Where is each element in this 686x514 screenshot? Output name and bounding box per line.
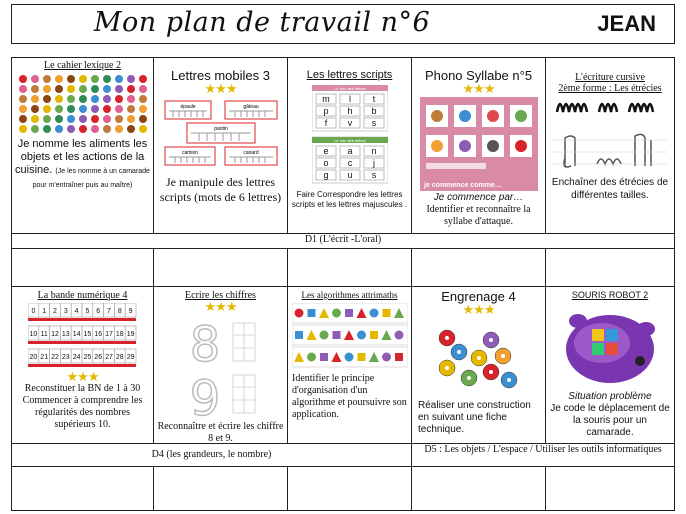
number-band-image [28,303,138,371]
food-picture-icon [67,85,75,93]
number-label: 6 [95,308,100,315]
pattern-shape [382,309,390,317]
number-label: 0 [30,308,35,315]
pattern-shape [344,353,353,362]
activity-subtitle: Je commence par… [433,192,524,203]
number-label: 25 [83,354,91,361]
empty-cell [412,249,546,287]
food-picture-icon [43,125,51,133]
food-picture-icon [115,75,123,83]
food-pictures-image [17,73,149,135]
domain-label: D5 : Les objets / L'espace / Utiliser les outils informatiques [424,444,662,455]
food-picture-icon [139,75,147,83]
activity-phono-syllabe [412,58,546,234]
activity-description: Faire Correspondre les lettres scripts et les lettres majuscules . [291,190,408,209]
gear-hole [477,356,481,360]
work-plan-grid [11,57,675,511]
empty-cell [412,467,546,510]
gear-hole [467,376,471,380]
food-picture-icon [103,105,111,113]
number-label: 24 [72,354,80,361]
activity-subtitle: Situation problème [568,391,652,402]
activity-algorithmes [288,287,412,444]
food-picture-icon [139,95,147,103]
empty-cell [12,249,154,287]
activity-description: Je code le déplacement de la souris pour un camarade. [550,403,670,438]
food-picture-icon [67,95,75,103]
food-picture-icon [43,95,51,103]
word-label: canard [242,150,259,156]
rating-stars: ★★★ [462,302,495,317]
pattern-shape [369,309,378,318]
food-picture-icon [115,105,123,113]
food-picture-icon [67,105,75,113]
number-label: 2 [52,308,57,315]
empty-cell [546,467,674,510]
domain-band-d5 [412,444,674,467]
activity-title: Le cahier lexique 2 [44,60,121,71]
food-picture-icon [55,125,63,133]
letter-label: g [322,170,329,180]
activity-ecriture-cursive [546,58,674,234]
pattern-shape [394,331,403,340]
food-picture-icon [115,115,123,123]
domain-label: D1 (L'écrit -L'oral) [304,234,382,245]
activity-cahier-lexique [12,58,154,234]
activity-title: Phono Syllabe n°5 [424,68,533,83]
activity-title: Engrenage 4 [441,289,516,304]
letter-label: h [346,106,353,116]
activity-description: Identifier et reconnaître la syllabe d'attaque. [426,204,531,227]
pattern-shape [332,309,341,318]
number-label: 9 [128,308,133,315]
activity-description: Réaliser une construction en suivant une fiche technique. [418,400,531,435]
pattern-shape [382,353,391,362]
digit-tracing-image [181,315,261,419]
activity-description: Reconnaître et écrire les chiffre 8 et 9. [157,421,284,444]
food-picture-icon [55,115,63,123]
food-picture-icon [55,85,63,93]
activity-description: Je manipule des lettres scripts (mots de 6 lettres) [159,175,282,204]
food-picture-icon [31,115,39,123]
food-picture-icon [139,115,147,123]
student-name: JEAN [597,11,656,36]
food-picture-icon [127,105,135,113]
activity-description: Identifier le principe d'organisation d'un algorithme et poursuivre son application. [292,373,407,420]
activity-description-note: (Je les nomme à un camarade pour m'entraîner puis au maître) [32,168,150,189]
empty-cell [12,467,154,510]
food-picture-icon [19,85,27,93]
gear-construction-image [429,318,529,398]
number-label: 13 [61,331,70,338]
digit-label: 8 [189,317,220,373]
letter-label: p [322,106,329,116]
activity-souris-robot [546,287,674,444]
activity-subtitle: 2ème forme : Les étrécies [558,83,662,94]
food-picture-icon [43,115,51,123]
pattern-shape [395,353,403,361]
food-picture-icon [43,75,51,83]
food-picture-icon [103,115,111,123]
pattern-shape [295,331,303,339]
food-picture-icon [19,75,27,83]
domain-band-d1 [12,234,674,249]
activity-engrenage [412,287,546,444]
activity-title: Les lettres scripts [306,69,393,81]
empty-cell [154,249,288,287]
food-picture-icon [139,85,147,93]
food-picture-icon [103,125,111,133]
number-label: 21 [39,354,48,361]
activity-title: Les algorithmes attrimaths [301,290,398,300]
food-picture-icon [91,105,99,113]
activity-title: La bande numérique 4 [37,290,128,301]
food-picture-icon [19,125,27,133]
rating-stars: ★★★ [462,81,495,96]
cursive-practice-image [551,96,669,176]
activity-title: L'écriture cursive [575,72,645,83]
food-picture-icon [115,85,123,93]
food-picture-icon [115,125,123,133]
food-picture-icon [79,105,87,113]
letter-label: f [324,118,327,128]
number-label: 12 [50,331,59,338]
word-label: camion [181,150,198,156]
number-label: 1 [41,308,46,315]
rating-stars: ★★★ [204,299,237,314]
activity-description: Enchaîner des étrécies de différentes tailles. [551,177,669,201]
domain-band-d4 [12,444,412,467]
empty-cell [288,249,412,287]
food-picture-icon [67,125,75,133]
food-picture-icon [103,85,111,93]
food-picture-icon [127,85,135,93]
letter-label: c [347,158,352,168]
gear-hole [445,336,449,340]
number-band-stripe [28,318,136,321]
pattern-shapes-image [292,303,408,369]
robot-mouse-image [556,303,664,389]
letter-label: m [321,94,330,104]
number-label: 22 [50,354,59,361]
food-picture-icon [103,95,111,103]
word-cards-image [161,97,281,169]
activity-bande-numerique [12,287,154,444]
pattern-shape [294,309,303,318]
food-picture-icon [139,105,147,113]
letter-label: t [372,94,375,104]
activity-description: Reconstituer la BN de 1 à 30 Commencer à comprendre les régularités des nombres supérieurs 10. [22,383,143,430]
letter-label: a [346,146,353,156]
number-label: 4 [74,308,79,315]
pattern-shape [357,331,366,340]
number-label: 5 [84,308,89,315]
gear-hole [445,366,449,370]
number-label: 8 [117,308,122,315]
food-picture-icon [91,125,99,133]
number-label: 19 [126,331,134,338]
food-picture-icon [31,75,39,83]
food-picture-icon [91,85,99,93]
number-band-stripe [28,341,136,344]
number-label: 3 [63,308,68,315]
pattern-shape [332,331,340,339]
food-picture-icon [43,85,51,93]
activity-description: Je nomme les aliments les objets et les actions de la cuisine. [15,138,148,176]
pattern-shape [345,309,353,317]
food-picture-icon [79,115,87,123]
number-label: 17 [104,331,113,338]
number-label: 11 [40,331,48,338]
gear-hole [489,370,493,374]
syllable-card-image [420,97,538,191]
food-picture-icon [127,125,135,133]
digit-label: 9 [189,371,220,419]
food-picture-icon [19,105,27,113]
number-label: 14 [72,331,80,338]
food-picture-icon [31,125,39,133]
activity-lettres-mobiles [154,58,288,234]
empty-cell [288,467,412,510]
activity-ecrire-chiffres [154,287,288,444]
food-picture-icon [127,75,135,83]
number-label: 27 [104,354,113,361]
number-label: 10 [29,331,37,338]
page-title: Mon plan de travail n°6 [93,7,431,38]
empty-cell [154,467,288,510]
food-picture-icon [55,105,63,113]
letter-loto-image [312,85,388,187]
domain-label: D4 (les grandeurs, le nombre) [151,449,272,460]
food-picture-icon [127,115,135,123]
number-label: 28 [115,354,124,361]
letter-label: n [370,146,377,156]
letter-label: s [371,118,376,128]
food-picture-icon [19,95,27,103]
food-picture-icon [91,95,99,103]
pattern-shape [307,309,315,317]
letter-label: v [347,118,352,128]
activity-lettres-scripts [288,58,412,234]
food-picture-icon [67,75,75,83]
food-picture-icon [127,95,135,103]
letter-label: l [348,94,351,104]
word-label: épaule [179,104,196,110]
loto-banner-text: Le loto des lettres [333,138,366,143]
food-picture-icon [115,95,123,103]
number-label: 16 [93,331,102,338]
food-picture-icon [79,75,87,83]
page-header [11,4,675,44]
food-picture-icon [31,85,39,93]
number-label: 18 [115,331,124,338]
activity-title: Lettres mobiles 3 [171,68,270,83]
gear-hole [501,354,505,358]
card-caption: je commence comme… [423,182,502,189]
food-picture-icon [79,85,87,93]
letter-label: j [372,158,375,168]
word-label: pantin [213,126,228,132]
letter-label: u [346,170,353,180]
number-label: 29 [126,354,134,361]
pattern-shape [319,331,328,340]
letter-label: e [322,146,329,156]
activity-title: Ecrire les chiffres [185,290,256,301]
number-label: 20 [29,354,37,361]
number-label: 15 [83,331,91,338]
food-picture-icon [67,115,75,123]
pattern-shape [357,353,365,361]
pattern-shape [370,331,378,339]
letter-label: b [370,106,377,116]
pattern-shape [320,353,328,361]
food-picture-icon [139,125,147,133]
food-picture-icon [79,95,87,103]
loto-banner-text: Le loto des lettres [333,86,366,91]
food-picture-icon [91,115,99,123]
letter-label: o [322,158,329,168]
food-picture-icon [31,95,39,103]
food-picture-icon [79,125,87,133]
food-picture-icon [55,95,63,103]
number-label: 26 [93,354,102,361]
word-label: gâteau [242,104,259,110]
food-picture-icon [19,115,27,123]
food-picture-icon [103,75,111,83]
gear-hole [489,338,493,342]
activity-title: SOURIS ROBOT 2 [571,290,649,300]
rating-stars: ★★★ [204,81,237,96]
food-picture-icon [43,105,51,113]
number-label: 7 [106,308,111,315]
letter-label: s [371,170,376,180]
gear-hole [457,350,461,354]
number-label: 23 [61,354,70,361]
gear-hole [507,378,511,382]
food-picture-icon [91,75,99,83]
rating-stars: ★★★ [66,369,99,384]
number-band-stripe [28,364,136,367]
food-picture-icon [31,105,39,113]
food-picture-icon [55,75,63,83]
pattern-shape [307,353,316,362]
empty-cell [546,249,674,287]
